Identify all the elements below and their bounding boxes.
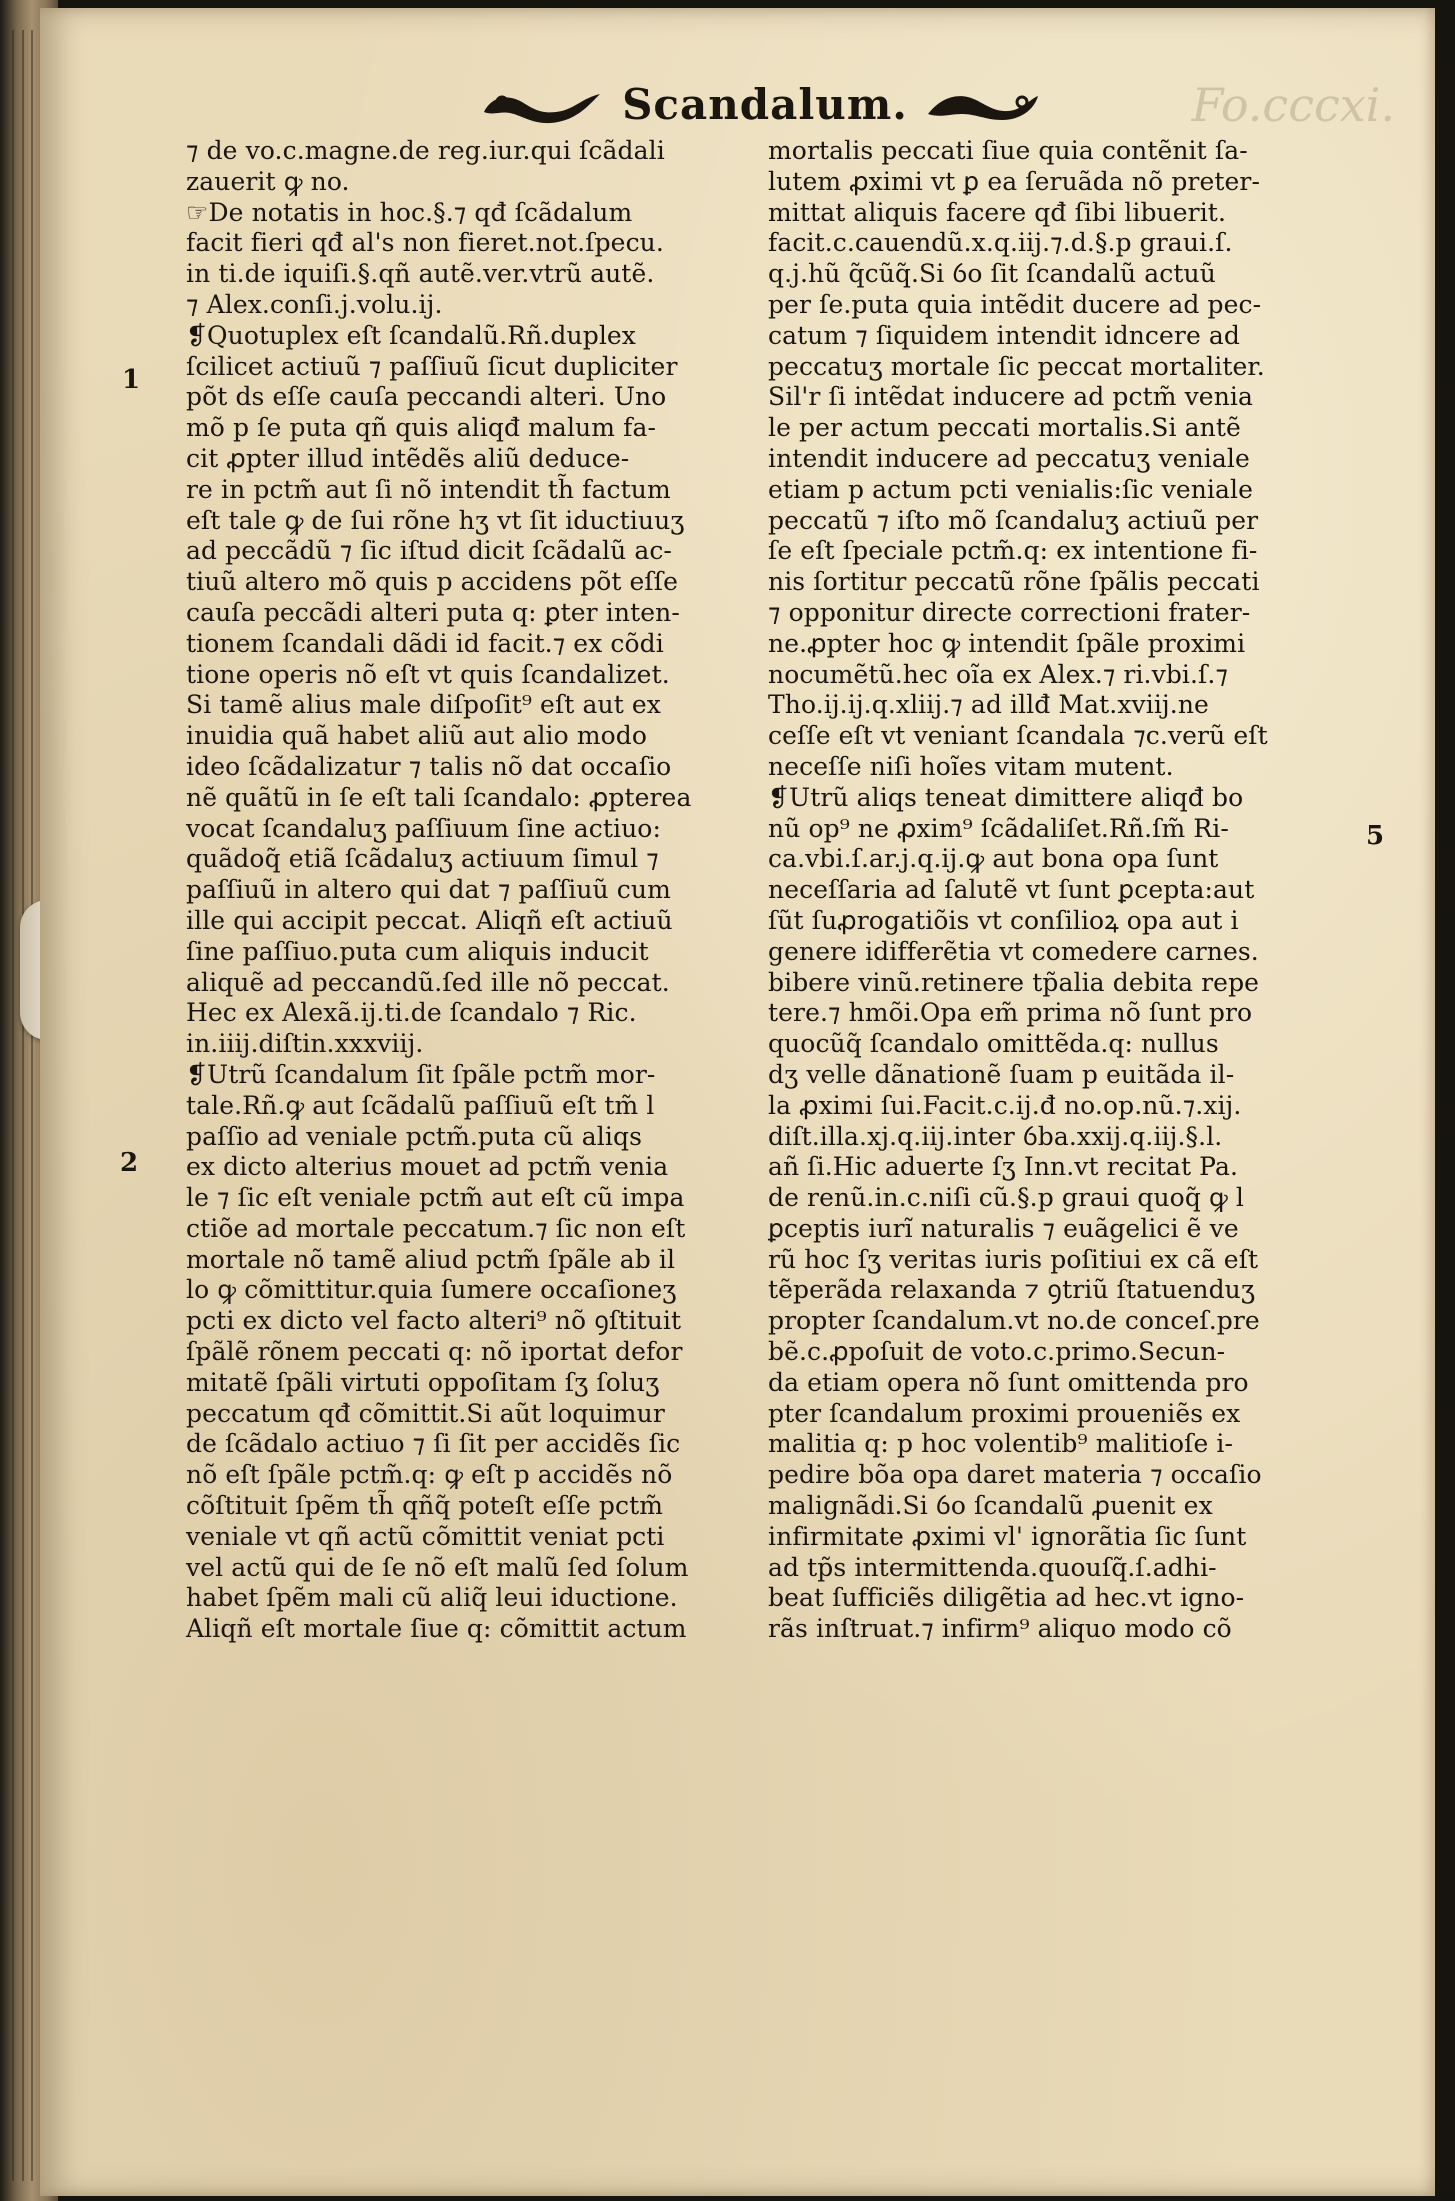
text-line: le per actum peccati mortalis.Si antẽ — [768, 413, 1241, 443]
text-line: peccatuʒ mortale ſic peccat mortaliter. — [768, 351, 1265, 381]
text-line: infirmitate ꝓximi vl' ignorãtia ſic ſunt — [768, 1521, 1247, 1551]
text-line: neceſſaria ad ſalutẽ vt ſunt ꝑcepta:aut — [768, 875, 1255, 905]
text-line: vel actũ qui de ſe nõ eſt malũ ſed ſolum — [186, 1552, 689, 1582]
text-line: põt ds eſſe cauſa peccandi alteri. Uno — [186, 382, 667, 412]
text-line: mitatẽ ſpãli virtuti oppoſitam ſʒ ſoluʒ — [186, 1367, 660, 1397]
text-line: peccatum qđ cõmittit.Si aũt loquimur — [186, 1398, 665, 1428]
running-header — [460, 80, 1060, 129]
text-line: etiam p actum pcti venialis:ſic veniale — [768, 474, 1254, 504]
text-line: da etiam opera nõ ſunt omittenda pro — [768, 1367, 1249, 1397]
text-line: malignãdi.Si ỽo ſcandalũ ꝓuenit ex — [768, 1491, 1213, 1521]
text-line: inuidia quã habet aliũ aut alio modo — [186, 721, 648, 751]
text-line: in.iiij.diſtin.xxxviij. — [186, 1029, 424, 1059]
text-line: ctiõe ad mortale peccatum.⁊ ſic non eſt — [186, 1213, 686, 1243]
text-line: ad peccãdũ ⁊ ſic iſtud dicit ſcãdalũ ac- — [186, 536, 672, 566]
text-line: ad tp̃s intermittenda.quouſq̃.ſ.adhi- — [768, 1552, 1217, 1582]
text-line: ❡Quotuplex eſt ſcandalũ.Rñ.duplex — [186, 320, 637, 350]
text-line: cit ꝓpter illud intẽdẽs aliũ deduce- — [186, 443, 630, 473]
text-line: tione operis nõ eſt vt quis ſcandalizet. — [186, 659, 670, 689]
text-line: ſpãlẽ rõnem peccati q: nõ iportat defor — [186, 1337, 683, 1367]
text-line: beat ſufficiẽs diligẽtia ad hec.vt igno- — [768, 1583, 1245, 1613]
text-line: ꝑceptis iurĩ naturalis ⁊ euãgelici ẽ ve — [768, 1213, 1239, 1243]
text-line: paſſiuũ in altero qui dat ⁊ paſſiuũ cum — [186, 875, 671, 905]
text-line: re in pctm̃ aut ſi nõ intendit th̃ factum — [186, 474, 671, 504]
text-line: mortale nõ tamẽ aliud pctm̃ ſpãle ab il — [186, 1244, 676, 1274]
text-line: q.j.hũ q̃cũq̃.Si ỽo ſit ſcandalũ actuũ — [768, 259, 1216, 289]
text-line: bẽ.c.ꝓpoſuit de voto.c.primo.Secun- — [768, 1337, 1226, 1367]
text-line: añ ſi.Hic aduerte ſʒ Inn.vt recitat Pa. — [768, 1152, 1239, 1182]
text-line: veniale vt qñ actũ cõmittit veniat pcti — [186, 1521, 665, 1551]
right-ornament-icon — [922, 84, 1042, 126]
text-line: nõ eſt ſpãle pctm̃.q: ꝙ eſt p accidẽs nõ — [186, 1460, 673, 1490]
text-line: la ꝓximi ſui.Facit.c.ij.đ no.op.nũ.⁊.xij. — [768, 1090, 1242, 1120]
text-line: catum ⁊ ſiquidem intendit idncere ad — [768, 320, 1241, 350]
text-line: ⁊ Alex.conſi.j.volu.ij. — [186, 289, 443, 319]
text-line: ⁊ de vo.c.magne.de reg.iur.qui ſcãdali — [186, 136, 665, 165]
text-line: ſũt ſuꝓrogatiõis vt conſilioꝝ opa aut i — [768, 905, 1239, 935]
text-line: eſt tale ꝙ de ſui rõne hʒ vt ſit iductiuuʒ — [186, 505, 685, 535]
text-line: malitia q: p hoc volentib⁹ malitioſe i- — [768, 1429, 1234, 1459]
text-line: aliquẽ ad peccandũ.ſed ille nõ peccat. — [186, 967, 670, 997]
text-line: ❡Utrũ ſcandalum ſit ſpãle pctm̃ mor- — [186, 1059, 656, 1089]
text-line: mortalis peccati ſiue quia contẽnit ſa- — [768, 136, 1248, 165]
text-line: ille qui accipit peccat. Aliqñ eſt actiuũ — [186, 905, 673, 935]
text-line: dʒ velle dãnationẽ ſuam p euitãda il- — [768, 1059, 1235, 1089]
text-line: de renũ.in.c.niſi cũ.§.p graui quoq̃ ꝙ l — [768, 1183, 1244, 1213]
text-line: nũ op⁹ ne ꝓxim⁹ ſcãdaliſet.Rñ.ſm̃ Ri- — [768, 813, 1229, 843]
text-line: intendit inducere ad peccatuʒ veniale — [768, 443, 1250, 473]
text-line: ne.ꝓpter hoc ꝙ intendit ſpãle proximi — [768, 628, 1246, 658]
text-line: cauſa peccãdi alteri puta q: ꝑter inten- — [186, 597, 680, 627]
margin-number: 2 — [120, 1148, 139, 1178]
margin-number: 5 — [1366, 821, 1385, 851]
text-line: nocumẽtũ.hec oĩa ex Alex.⁊ ri.vbi.ſ.⁊ — [768, 659, 1228, 689]
text-line: peccatũ ⁊ iſto mõ ſcandaluʒ actiuũ per — [768, 505, 1259, 535]
text-line: quocũq̃ ſcandalo omittẽda.q: nullus — [768, 1029, 1219, 1059]
text-line: Si tamẽ alius male diſpoſit⁹ eſt aut ex — [186, 690, 661, 720]
text-line: facit fieri qđ al's non fieret.not.ſpecu. — [186, 228, 664, 258]
text-line: habet ſpẽm mali cũ aliq̃ leui iductione. — [186, 1583, 678, 1613]
text-line: ſe eſt ſpeciale pctm̃.q: ex intentione fi- — [768, 536, 1258, 566]
text-line: Sil'r ſi intẽdat inducere ad pctm̃ venia — [768, 382, 1253, 412]
text-line: paſſio ad veniale pctm̃.puta cũ aliqs — [186, 1121, 643, 1151]
text-line: tẽperãda relaxanda ⁊ ꝯtriũ ſtatuenduʒ — [768, 1275, 1256, 1305]
text-line: rũ hoc ſʒ veritas iuris poſitiui ex cã eſt — [768, 1244, 1259, 1274]
text-line: lo ꝙ cõmittitur.quia ſumere occaſioneʒ — [186, 1275, 677, 1305]
left-text-column — [186, 136, 746, 1645]
text-line: nẽ quãtũ in ſe eſt tali ſcandalo: ꝓpterea — [186, 782, 692, 812]
text-line: mittat aliquis facere qđ ſibi libuerit. — [768, 197, 1226, 227]
text-line: facit.c.cauendũ.x.q.iij.⁊.d.§.p graui.ſ. — [768, 228, 1233, 258]
text-line: tiuũ altero mõ quis p accidens põt eſſe — [186, 567, 679, 597]
text-line: vocat ſcandaluʒ paſſiuum ſine actiuo: — [186, 813, 661, 843]
text-line: bibere vinũ.retinere tp̃alia debita repe — [768, 967, 1260, 997]
text-line: ⁊ opponitur directe correctioni frater- — [768, 597, 1251, 627]
text-line: neceſſe niſi hoĩes vitam mutent. — [768, 751, 1174, 781]
text-line: rãs inſtruat.⁊ infirm⁹ aliquo modo cõ — [768, 1614, 1232, 1644]
text-line: quãdoq̃ etiã ſcãdaluʒ actiuum ſimul ⁊ — [186, 844, 659, 874]
text-line: in ti.de iquiſi.§.qñ autẽ.ver.vtrũ autẽ. — [186, 259, 655, 289]
text-line: ſcilicet actiuũ ⁊ paſſiuũ ſicut dupliciter — [186, 351, 678, 381]
text-line: de ſcãdalo actiuo ⁊ ſi ſit per accidẽs ſic — [186, 1429, 681, 1459]
text-line: ſine paſſiuo.puta cum aliquis inducit — [186, 936, 649, 966]
text-line: genere idifferẽtia vt comedere carnes. — [768, 936, 1259, 966]
book-page — [40, 8, 1435, 2196]
text-line: Tho.ij.ij.q.xliij.⁊ ad illđ Mat.xviij.ne — [768, 690, 1209, 720]
margin-number: 1 — [122, 365, 141, 395]
text-line: ❡Utrũ aliqs teneat dimittere aliqđ bo — [768, 782, 1244, 812]
text-line: ca.vbi.ſ.ar.j.q.ij.ꝙ aut bona opa ſunt — [768, 844, 1219, 874]
text-line: ex dicto alterius mouet ad pctm̃ venia — [186, 1152, 669, 1182]
text-line: mõ p ſe puta qñ quis aliqđ malum fa- — [186, 413, 656, 443]
text-line: tale.Rñ.ꝙ aut ſcãdalũ paſſiuũ eſt tm̃ l — [186, 1090, 655, 1120]
text-line: tionem ſcandali dãdi id facit.⁊ ex cõdi — [186, 628, 664, 658]
text-line: pter ſcandalum proximi proueniẽs ex — [768, 1398, 1241, 1428]
left-ornament-icon — [478, 84, 608, 126]
page-title: Scandalum. — [622, 80, 908, 129]
text-line: nis ſortitur peccatũ rõne ſpãlis peccati — [768, 567, 1260, 597]
text-line: lutem ꝓximi vt ꝑ ea ſeruãda nõ preter- — [768, 166, 1261, 196]
text-line: propter ſcandalum.vt no.de conceſ.pre — [768, 1306, 1260, 1336]
right-text-column — [768, 136, 1348, 1645]
text-line: cõſtituit ſpẽm th̃ qñq̃ poteſt eſſe pctm̃ — [186, 1491, 664, 1521]
text-line: pedire bõa opa daret materia ⁊ occaſio — [768, 1460, 1262, 1490]
text-line: Aliqñ eſt mortale ſiue q: cõmittit actum — [186, 1614, 687, 1644]
text-line: le ⁊ ſic eſt veniale pctm̃ aut eſt cũ impa — [186, 1183, 685, 1213]
text-line: ☞De notatis in hoc.§.⁊ qđ ſcãdalum — [186, 197, 633, 227]
text-line: per ſe.puta quia intẽdit ducere ad pec- — [768, 289, 1262, 319]
text-line: Hec ex Alexã.ij.ti.de ſcandalo ⁊ Ric. — [186, 998, 637, 1028]
text-line: diſt.illa.xj.q.iij.inter ỽba.xxij.q.iij.§.l. — [768, 1121, 1223, 1151]
text-line: pcti ex dicto vel facto alteri⁹ nõ ꝯſtituit — [186, 1306, 682, 1336]
text-line: zauerit ꝙ no. — [186, 166, 350, 196]
show-through-folio: Fo.cccxi. — [1191, 78, 1395, 132]
text-line: ideo ſcãdalizatur ⁊ talis nõ dat occaſio — [186, 751, 672, 781]
text-line: ceſſe eſt vt veniant ſcandala ⁊c.verũ eſt — [768, 721, 1268, 751]
text-line: tere.⁊ hmõi.Opa em̃ prima nõ ſunt pro — [768, 998, 1253, 1028]
